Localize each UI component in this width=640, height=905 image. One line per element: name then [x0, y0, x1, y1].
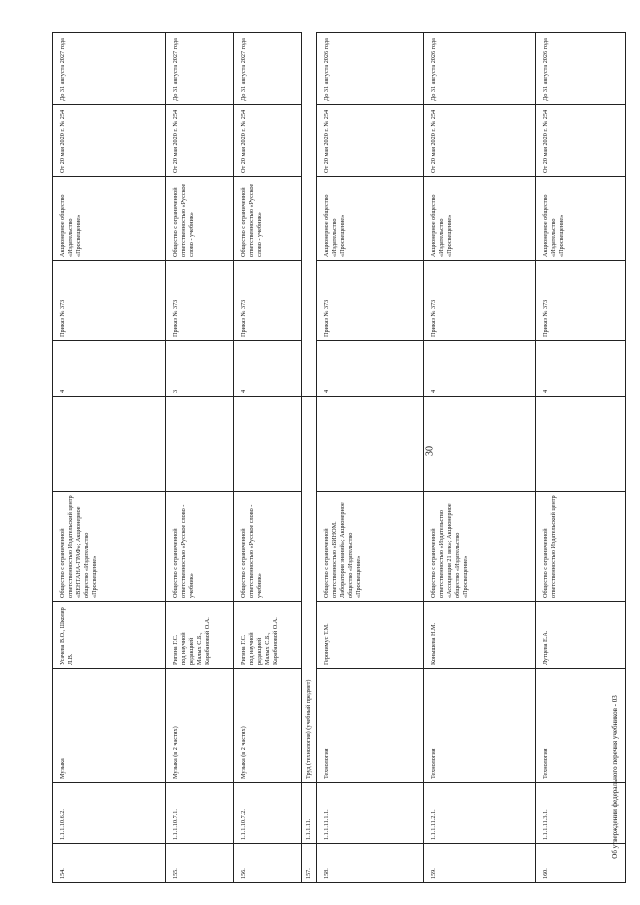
table-row [536, 33, 626, 883]
row-title: Технология [424, 669, 536, 783]
row-authors: Ригина Г.С. под научной редакцией Малых С.Б., Карабановой О.А. [166, 602, 234, 669]
section-gap [302, 33, 317, 397]
row-number: 156. [234, 844, 302, 883]
row-date: От 20 мая 2020 г. № 254 [317, 105, 424, 177]
row-order: Приказ № 373 [234, 261, 302, 341]
row-publisher: Общество с ограниченной ответственностью «Русское слово - учебник» [234, 492, 302, 602]
row-legal-entity: Общество с ограниченной ответственностью «Русское слово - учебник» [234, 177, 302, 261]
table-row [317, 33, 424, 883]
table-row [424, 33, 536, 883]
row-until: До 31 августа 2027 года [53, 33, 166, 105]
table-row [234, 33, 302, 883]
row-order: Приказ № 373 [166, 261, 234, 341]
row-publisher: Общество с ограниченной ответственностью «Издательство «Ассоциация 21 век»; Акционерное общество «Издательство «Просвещение» [424, 492, 536, 602]
row-date: От 20 мая 2020 г. № 254 [536, 105, 626, 177]
row-code: 1.1.1.10.7.1. [166, 783, 234, 844]
row-publisher: Общество с ограниченной ответственностью Издательский центр [536, 492, 626, 602]
row-authors: Ригина Г.С. под научной редакцией Малых С.Б., Карабановой О.А. [234, 602, 302, 669]
footer-text: Об утверждении федерального перечня учебников - 03 [611, 695, 619, 859]
row-code: 1.1.1.11.2.1. [424, 783, 536, 844]
textbook-list-table [52, 32, 626, 883]
row-date: От 20 мая 2020 г. № 254 [166, 105, 234, 177]
row-notes [234, 397, 302, 492]
row-title: Музыка (в 2 частях) [234, 669, 302, 783]
row-grade: 4 [53, 341, 166, 397]
row-number: 155. [166, 844, 234, 883]
row-notes [424, 397, 536, 492]
row-grade: 3 [166, 341, 234, 397]
row-grade: 4 [424, 341, 536, 397]
row-order: Приказ № 373 [424, 261, 536, 341]
row-number: 154. [53, 844, 166, 883]
row-code: 1.1.1.11.3.1. [536, 783, 626, 844]
row-publisher: Общество с ограниченной ответственностью «Русское слово - учебник» [166, 492, 234, 602]
section-number: 157. [302, 844, 317, 883]
row-code: 1.1.1.11.1.1. [317, 783, 424, 844]
rotated-table-wrapper [52, 33, 630, 883]
section-code: 1.1.1.11. [302, 783, 317, 844]
row-title: Технология [317, 669, 424, 783]
row-order: Приказ № 373 [536, 261, 626, 341]
row-publisher: Общество с ограниченной ответственностью «БИНОМ. Лаборатория знаний»; Акционерное общество «Издательство «Просвещение» [317, 492, 424, 602]
row-legal-entity: Акционерное общество «Издательство «Просвещение» [536, 177, 626, 261]
row-authors: Лутцева Е.А. [536, 602, 626, 669]
table-row [166, 33, 234, 883]
row-date: От 20 мая 2020 г. № 254 [53, 105, 166, 177]
row-legal-entity: Общество с ограниченной ответственностью «Русское слово - учебник» [166, 177, 234, 261]
row-date: От 20 мая 2020 г. № 254 [234, 105, 302, 177]
row-legal-entity: Акционерное общество «Издательство «Просвещение» [317, 177, 424, 261]
section-title: Труд (технология) (учебный предмет) [302, 397, 317, 783]
row-notes [536, 397, 626, 492]
row-date: От 20 мая 2020 г. № 254 [424, 105, 536, 177]
row-grade: 4 [234, 341, 302, 397]
row-until: До 31 августа 2026 года [317, 33, 424, 105]
page-number: 30 [424, 446, 436, 456]
row-authors: Усачева В.О., Школяр Л.В. [53, 602, 166, 669]
row-authors: Конышева Н.М. [424, 602, 536, 669]
row-code: 1.1.1.10.6.2. [53, 783, 166, 844]
row-until: До 31 августа 2026 года [536, 33, 626, 105]
row-order: Приказ № 373 [317, 261, 424, 341]
row-legal-entity: Акционерное общество «Издательство «Просвещение» [53, 177, 166, 261]
row-number: 159. [424, 844, 536, 883]
row-until: До 31 августа 2027 года [166, 33, 234, 105]
row-number: 158. [317, 844, 424, 883]
table-row [53, 33, 166, 883]
row-until: До 31 августа 2027 года [234, 33, 302, 105]
row-grade: 4 [317, 341, 424, 397]
row-number: 160. [536, 844, 626, 883]
row-code: 1.1.1.10.7.2. [234, 783, 302, 844]
row-notes [166, 397, 234, 492]
row-order: Приказ № 373 [53, 261, 166, 341]
section-row [302, 33, 317, 883]
row-title: Музыка (в 2 частях) [166, 669, 234, 783]
row-title: Музыка [53, 669, 166, 783]
row-grade: 4 [536, 341, 626, 397]
row-notes [53, 397, 166, 492]
row-notes [317, 397, 424, 492]
row-publisher: Общество с ограниченной ответственностью Издательский центр «ВЕНТАНА-ГРАФ»; Акционерное общество «Издательство «Просвещение» [53, 492, 166, 602]
row-until: До 31 августа 2026 года [424, 33, 536, 105]
row-title: Технология [536, 669, 626, 783]
row-legal-entity: Акционерное общество «Издательство «Просвещение» [424, 177, 536, 261]
row-authors: Геронимус Т.М. [317, 602, 424, 669]
